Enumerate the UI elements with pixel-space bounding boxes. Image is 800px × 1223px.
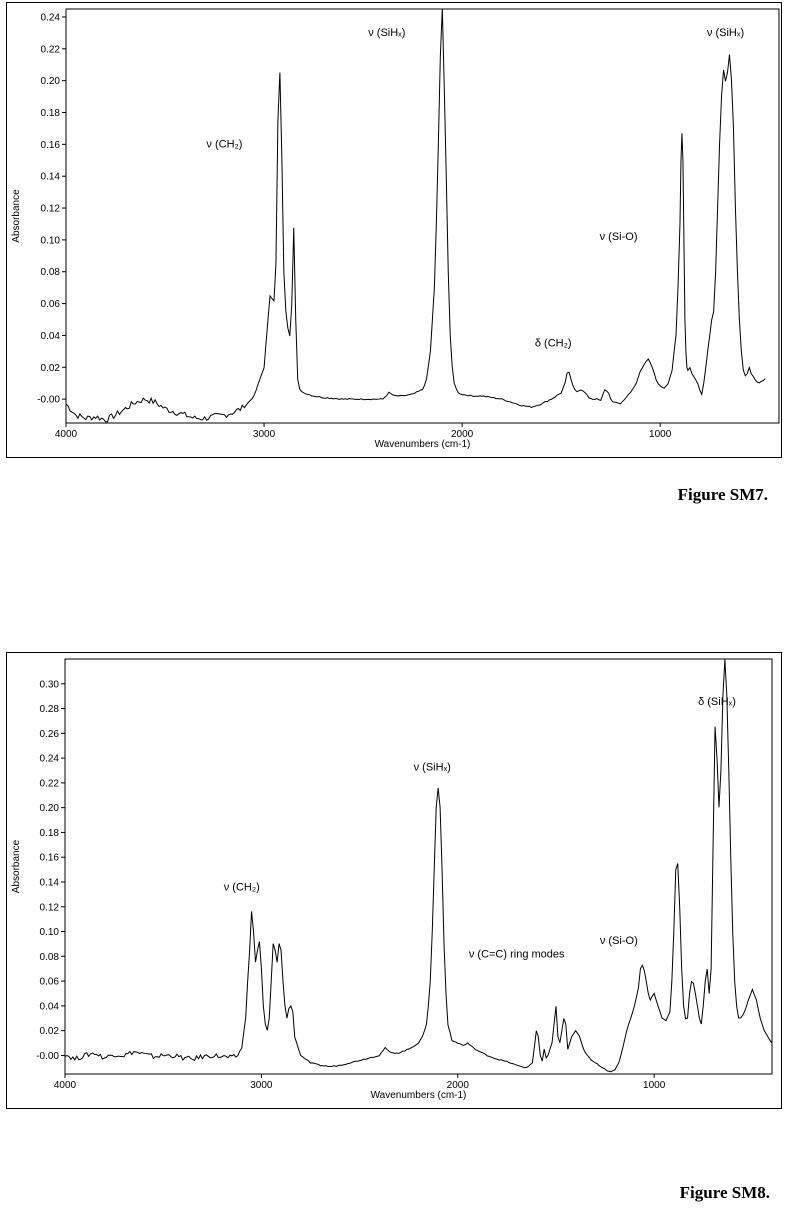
x-axis-label: Wavenumbers (cm-1) <box>374 439 471 450</box>
x-tick-label: 3000 <box>250 1080 273 1091</box>
y-tick-label: 0.24 <box>39 753 59 765</box>
plot-area <box>65 659 772 1074</box>
spectrum-line <box>66 9 765 422</box>
peak-annotation: ν (SiHₓ) <box>706 27 745 40</box>
y-tick-label: 0.16 <box>39 852 59 864</box>
x-tick-label: 4000 <box>53 1080 77 1091</box>
y-tick-label: -0.00 <box>37 394 60 406</box>
spectrum-chart-2-svg <box>7 653 781 1108</box>
y-axis-label: Absorbance <box>11 839 22 894</box>
y-tick-label: 0.30 <box>39 679 59 691</box>
y-tick-label: 0.10 <box>39 927 59 939</box>
x-axis-label: Wavenumbers (cm-1) <box>370 1090 467 1101</box>
y-tick-label: 0.12 <box>40 203 60 215</box>
y-tick-label: 0.04 <box>40 330 60 342</box>
spectrum-chart-1-svg <box>7 3 781 457</box>
x-tick-label: 1000 <box>643 1080 666 1091</box>
y-tick-label: 0.12 <box>39 902 59 914</box>
y-tick-label: 0.08 <box>39 951 59 963</box>
peak-annotation: ν (Si-O) <box>599 934 638 947</box>
y-tick-label: 0.18 <box>39 827 59 839</box>
y-tick-label: 0.10 <box>40 235 60 247</box>
y-tick-label: -0.00 <box>36 1050 59 1062</box>
spectrum-line <box>65 659 772 1071</box>
y-tick-label: 0.16 <box>40 139 60 151</box>
figure-caption-sm7: Figure SM7. <box>677 485 768 504</box>
y-tick-label: 0.14 <box>39 877 59 889</box>
peak-annotation: δ (SiHₓ) <box>698 695 736 708</box>
y-axis-label: Absorbance <box>11 189 22 243</box>
peak-annotation: ν (C=C) ring modes <box>468 948 565 961</box>
x-tick-label: 3000 <box>252 429 276 440</box>
x-tick-label: 4000 <box>54 429 78 440</box>
y-tick-label: 0.22 <box>40 44 60 56</box>
y-tick-label: 0.24 <box>40 12 60 24</box>
peak-annotation: ν (SiHₓ) <box>413 761 451 774</box>
y-tick-label: 0.02 <box>39 1026 59 1038</box>
y-tick-label: 0.08 <box>40 267 60 279</box>
figure-caption-sm8: Figure SM8. <box>679 1183 770 1202</box>
peak-annotation: ν (SiHₓ) <box>368 27 406 40</box>
peak-annotation: ν (CH₂) <box>223 881 260 894</box>
x-tick-label: 2000 <box>450 429 474 440</box>
y-tick-label: 0.14 <box>40 171 60 183</box>
y-tick-label: 0.04 <box>39 1001 59 1013</box>
peak-annotation: ν (Si-O) <box>599 230 638 243</box>
y-tick-label: 0.20 <box>39 803 59 815</box>
peak-annotation: δ (CH₂) <box>534 337 572 350</box>
y-tick-label: 0.02 <box>40 362 60 374</box>
x-tick-label: 2000 <box>446 1080 469 1091</box>
y-tick-label: 0.06 <box>40 299 60 311</box>
y-tick-label: 0.18 <box>40 108 60 119</box>
y-tick-label: 0.06 <box>39 976 59 988</box>
x-tick-label: 1000 <box>649 429 672 440</box>
y-tick-label: 0.20 <box>40 76 60 88</box>
plot-area <box>66 9 779 423</box>
spectrum-chart-1 <box>6 2 782 458</box>
peak-annotation: ν (CH₂) <box>206 138 243 151</box>
y-tick-label: 0.26 <box>39 728 59 740</box>
y-tick-label: 0.22 <box>39 778 59 790</box>
spectrum-chart-2 <box>6 652 782 1109</box>
y-tick-label: 0.28 <box>39 704 59 716</box>
